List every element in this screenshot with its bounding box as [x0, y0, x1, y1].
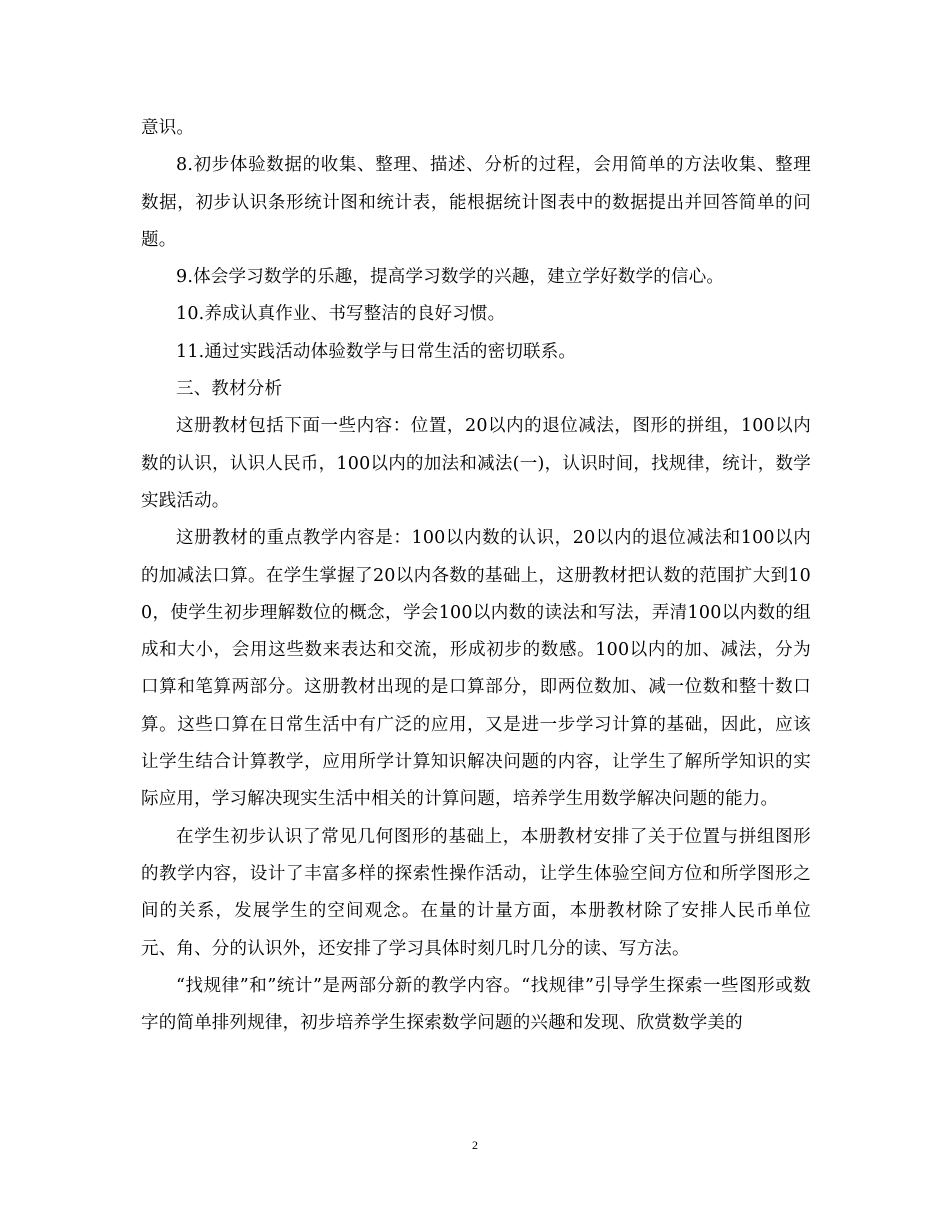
- paragraph-8: 这册教材的重点教学内容是：100以内数的认识，20以内的退位减法和100以内的加减法口算。在学生掌握了20以内各数的基础上，这册教材把认数的范围扩大到100，使学生初步理解数位的概念，学会100以内数的读法和写法，弄清100以内数的组成和大小，会用这些数来表达和交流，形成初步的数感。100以内的加、减法，分为口算和笔算两部分。这册教材出现的是口算部分，即两位数加、减一位数和整十数口算。这些口算在日常生活中有广泛的应用，又是进一步学习计算的基础，因此，应该让学生结合计算教学，应用所学计算知识解决问题的内容，让学生了解所学知识的实际应用，学习解决现实生活中相关的计算问题，培养学生用数学解决问题的能力。: [141, 528, 811, 810]
- paragraph-10: “找规律”和”统计”是两部分新的教学内容。“找规律”引导学生探索一些图形或数字的简单排列规律，初步培养学生探索数学问题的兴趣和发现、欣赏数学美的: [141, 975, 811, 1034]
- paragraph-5: 11.通过实践活动体验数学与日常生活的密切联系。: [176, 341, 577, 362]
- paragraph-1: 意识。: [141, 118, 195, 138]
- page-number: 2: [472, 1138, 478, 1152]
- paragraph-9: 在学生初步认识了常见几何图形的基础上，本册教材安排了关于位置与拼组图形的教学内容，设计了丰富多样的探索性操作活动，让学生体验空间方位和所学图形之间的关系，发展学生的空间观念。在量的计量方面，本册教材除了安排人民币单位元、角、分的认识外，还安排了学习具体时刻几时几分的读、写方法。: [141, 826, 811, 959]
- section-heading: 三、教材分析: [176, 379, 283, 400]
- paragraph-3: 9.体会学习数学的乐趣，提高学习数学的兴趣，建立学好数学的信心。: [176, 267, 725, 288]
- paragraph-4: 10.养成认真作业、书写整洁的良好习惯。: [176, 304, 506, 325]
- paragraph-7: 这册教材包括下面一些内容：位置，20以内的退位减法，图形的拼组，100以内数的认识，认识人民币，100以内的加法和减法(一)，认识时间，找规律，统计，数学实践活动。: [141, 416, 811, 511]
- document-body: [141, 110, 811, 1042]
- paragraph-2: 8.初步体验数据的收集、整理、描述、分析的过程，会用简单的方法收集、整理数据，初步认识条形统计图和统计表，能根据统计图表中的数据提出并回答简单的问题。: [141, 155, 811, 250]
